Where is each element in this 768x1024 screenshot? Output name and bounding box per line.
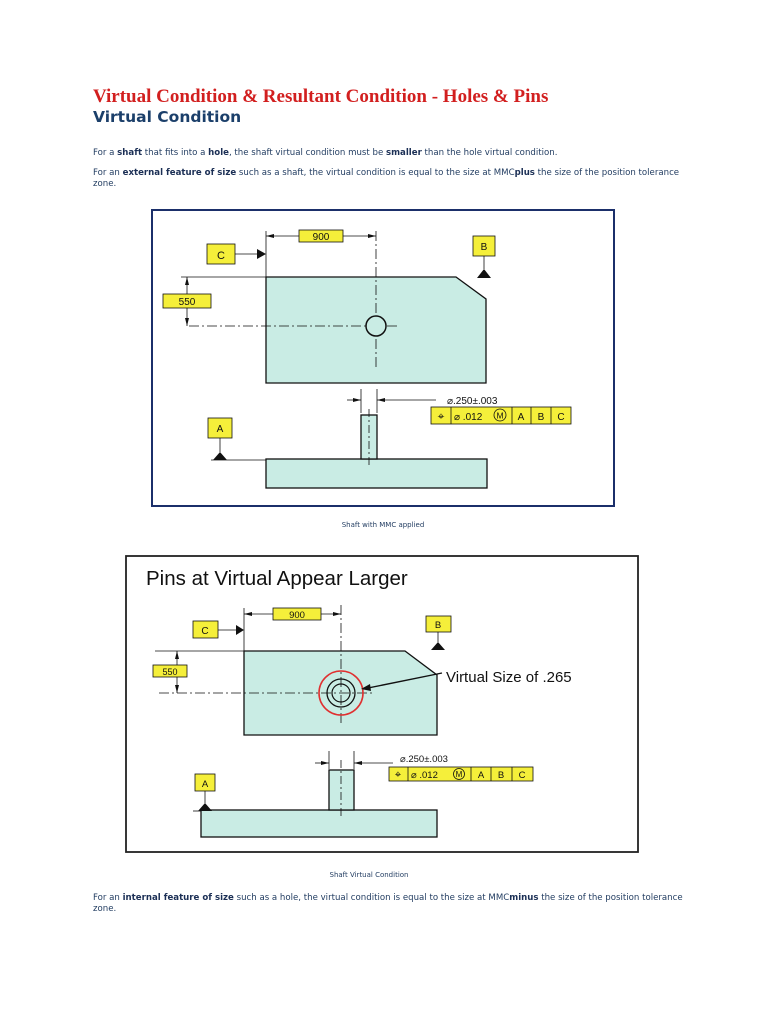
- fcf-tolerance: ⌀ .012: [454, 412, 483, 423]
- pin: [329, 770, 354, 810]
- paragraph-shaft-hole: For a shaft that fits into a hole, the shaft virtual condition must be smaller than the hole virtual condition.: [93, 148, 558, 158]
- datum-a-label: A: [201, 779, 209, 790]
- figure-shaft-mmc: [151, 209, 615, 507]
- feature-control-frame: [431, 407, 571, 424]
- fcf-datum-b: B: [537, 412, 545, 423]
- fcf-datum-b: B: [497, 770, 505, 781]
- figure-shaft-virtual: [125, 555, 639, 853]
- dim-900: 900: [289, 610, 305, 621]
- figure-caption-2: Shaft Virtual Condition: [329, 871, 409, 879]
- section-heading: Virtual Condition: [93, 108, 242, 126]
- fcf-datum-a: A: [477, 770, 485, 781]
- figure-heading: Pins at Virtual Appear Larger: [146, 567, 408, 590]
- fcf-mmc-modifier: M: [455, 770, 463, 779]
- hole: [366, 316, 386, 336]
- feature-control-frame: [389, 767, 533, 781]
- part-base: [201, 810, 437, 837]
- paragraph-internal-feature: For an internal feature of size such as a hole, the virtual condition is equal to the size at MMCminus the size of the position tolerance zone.: [93, 893, 683, 914]
- position-symbol: ⌖: [394, 769, 402, 781]
- dim-550: 550: [178, 297, 196, 308]
- datum-c-label: C: [217, 250, 225, 262]
- dim-diameter: ⌀.250±.003: [400, 754, 448, 765]
- fcf-datum-a: A: [517, 412, 525, 423]
- dim-900: 900: [312, 232, 330, 243]
- fcf-datum-c: C: [557, 412, 565, 423]
- dim-diameter: ⌀.250±.003: [447, 396, 498, 407]
- page-title: Virtual Condition & Resultant Condition - Holes & Pins: [93, 86, 549, 107]
- part-base: [266, 459, 487, 488]
- paragraph-external-feature: For an external feature of size such as a shaft, the virtual condition is equal to the size at MMCplus the size of the position tolerance zone.: [93, 168, 680, 189]
- fcf-mmc-modifier: M: [496, 410, 504, 421]
- fcf-datum-c: C: [518, 770, 526, 781]
- position-symbol: ⌖: [437, 409, 445, 423]
- datum-b-label: B: [434, 620, 442, 631]
- datum-a-label: A: [216, 424, 224, 435]
- datum-b-label: B: [480, 242, 488, 253]
- datum-c-label: C: [201, 626, 209, 637]
- fcf-tolerance: ⌀ .012: [411, 770, 438, 781]
- figure-caption-1: Shaft with MMC applied: [341, 521, 425, 529]
- virtual-size-callout: Virtual Size of .265: [446, 669, 572, 686]
- dim-550: 550: [162, 667, 178, 677]
